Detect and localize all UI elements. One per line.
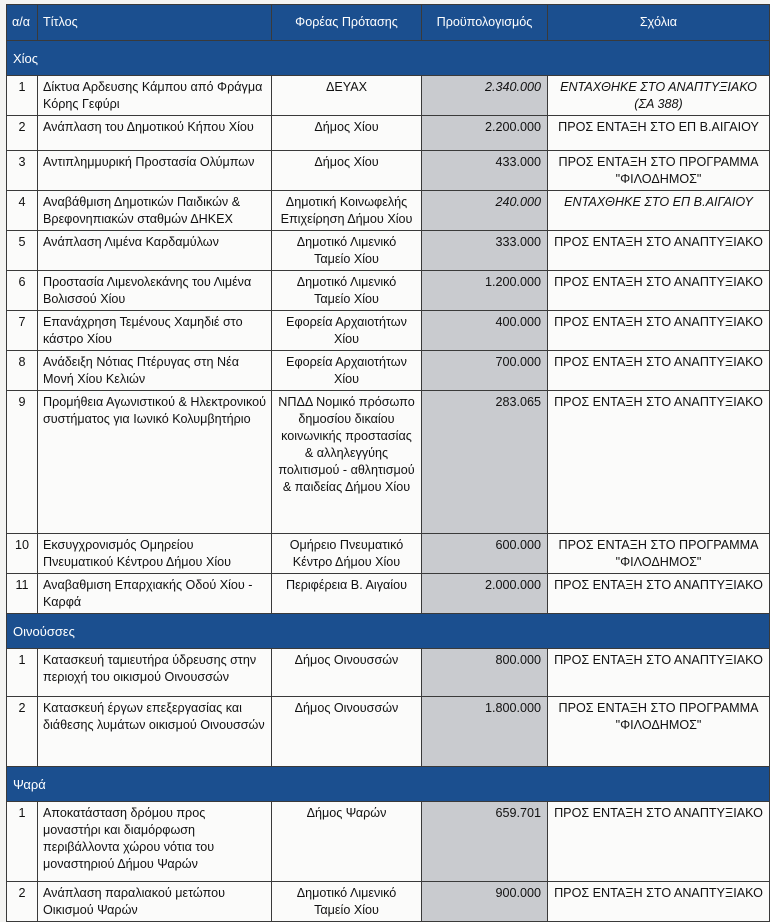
section-row	[7, 41, 770, 76]
row-notes: ΠΡΟΣ ΕΝΤΑΞΗ ΣΤΟ ΑΝΑΠΤΥΞΙΑΚΟ	[548, 391, 770, 534]
row-number: 4	[7, 191, 38, 231]
row-proposing-body: Περιφέρεια Β. Αιγαίου	[272, 574, 422, 614]
table-row	[7, 271, 770, 311]
table-row	[7, 391, 770, 534]
row-proposing-body: Δημοτικό Λιμενικό Ταμείο Χίου	[272, 271, 422, 311]
row-notes: ΠΡΟΣ ΕΝΤΑΞΗ ΣΤΟ ΠΡΟΓΡΑΜΜΑ "ΦΙΛΟΔΗΜΟΣ"	[548, 534, 770, 574]
row-budget: 700.000	[422, 351, 548, 391]
row-proposing-body: Δήμος Οινουσσών	[272, 649, 422, 697]
header-budget: Προϋπολογισμός	[422, 5, 548, 41]
projects-document	[6, 4, 769, 922]
row-title: Αναβαθμιση Επαρχιακής Οδού Χίου - Καρφά	[38, 574, 272, 614]
row-budget: 2.000.000	[422, 574, 548, 614]
row-proposing-body: Ομήρειο Πνευματικό Κέντρο Δήμου Χίου	[272, 534, 422, 574]
row-number: 1	[7, 76, 38, 116]
section-title: Χίος	[7, 41, 770, 76]
row-proposing-body: Δημοτικό Λιμενικό Ταμείο Χίου	[272, 882, 422, 922]
row-proposing-body: Εφορεία Αρχαιοτήτων Χίου	[272, 351, 422, 391]
row-notes: ΕΝΤΑΧΘΗΚΕ ΣΤΟ ΑΝΑΠΤΥΞΙΑΚΟ (ΣΑ 388)	[548, 76, 770, 116]
row-title: Αναβάθμιση Δημοτικών Παιδικών & Βρεφονηπιακών σταθμών ΔΗΚΕΧ	[38, 191, 272, 231]
row-notes: ΠΡΟΣ ΕΝΤΑΞΗ ΣΤΟ ΑΝΑΠΤΥΞΙΑΚΟ	[548, 231, 770, 271]
table-row	[7, 574, 770, 614]
row-title: Αντιπλημμυρική Προστασία Ολύμπων	[38, 151, 272, 191]
row-budget: 2.340.000	[422, 76, 548, 116]
row-notes: ΠΡΟΣ ΕΝΤΑΞΗ ΣΤΟ ΑΝΑΠΤΥΞΙΑΚΟ	[548, 351, 770, 391]
row-title: Δίκτυα Αρδευσης Κάμπου από Φράγμα Κόρης Γεφύρι	[38, 76, 272, 116]
row-number: 6	[7, 271, 38, 311]
section-title: Ψαρά	[7, 767, 770, 802]
table-row	[7, 311, 770, 351]
row-title: Προστασία Λιμενολεκάνης του Λιμένα Βολισσού Χίου	[38, 271, 272, 311]
row-title: Αποκατάσταση δρόμου προς μοναστήρι και διαμόρφωση περιβάλλοντα χώρου νότια του μοναστηριού Δήμου Ψαρών	[38, 802, 272, 882]
row-proposing-body: Εφορεία Αρχαιοτήτων Χίου	[272, 311, 422, 351]
row-title: Ανάπλαση του Δημοτικού Κήπου Χίου	[38, 116, 272, 151]
row-notes: ΠΡΟΣ ΕΝΤΑΞΗ ΣΤΟ ΑΝΑΠΤΥΞΙΑΚΟ	[548, 574, 770, 614]
row-budget: 2.200.000	[422, 116, 548, 151]
table-row	[7, 116, 770, 151]
row-number: 2	[7, 697, 38, 767]
row-proposing-body: Δήμος Ψαρών	[272, 802, 422, 882]
row-notes: ΠΡΟΣ ΕΝΤΑΞΗ ΣΤΟ ΕΠ Β.ΑΙΓΑΙΟΥ	[548, 116, 770, 151]
table-row	[7, 697, 770, 767]
row-title: Κατασκευή ταμιευτήρα ύδρευσης στην περιοχή του οικισμού Οινουσσών	[38, 649, 272, 697]
row-budget: 433.000	[422, 151, 548, 191]
row-budget: 800.000	[422, 649, 548, 697]
row-proposing-body: ΔΕΥΑΧ	[272, 76, 422, 116]
row-number: 11	[7, 574, 38, 614]
row-notes: ΠΡΟΣ ΕΝΤΑΞΗ ΣΤΟ ΑΝΑΠΤΥΞΙΑΚΟ	[548, 649, 770, 697]
table-header-row	[7, 5, 770, 41]
row-budget: 400.000	[422, 311, 548, 351]
row-proposing-body: ΝΠΔΔ Νομικό πρόσωπο δημοσίου δικαίου κοινωνικής προστασίας & αλληλεγγύης πολιτισμού - αθλητισμού & παιδείας Δήμου Χίου	[272, 391, 422, 534]
header-body: Φορέας Πρότασης	[272, 5, 422, 41]
row-budget: 1.200.000	[422, 271, 548, 311]
row-notes: ΠΡΟΣ ΕΝΤΑΞΗ ΣΤΟ ΑΝΑΠΤΥΞΙΑΚΟ	[548, 311, 770, 351]
row-number: 2	[7, 882, 38, 922]
row-number: 3	[7, 151, 38, 191]
row-number: 9	[7, 391, 38, 534]
row-budget: 600.000	[422, 534, 548, 574]
table-row	[7, 802, 770, 882]
header-title: Τίτλος	[38, 5, 272, 41]
row-notes: ΠΡΟΣ ΕΝΤΑΞΗ ΣΤΟ ΠΡΟΓΡΑΜΜΑ "ΦΙΛΟΔΗΜΟΣ"	[548, 151, 770, 191]
row-budget: 1.800.000	[422, 697, 548, 767]
row-title: Εκσυγχρονισμός Ομηρείου Πνευματικού Κέντρου Δήμου Χίου	[38, 534, 272, 574]
row-budget: 333.000	[422, 231, 548, 271]
row-budget: 283.065	[422, 391, 548, 534]
row-proposing-body: Δήμος Χίου	[272, 116, 422, 151]
row-number: 2	[7, 116, 38, 151]
table-row	[7, 151, 770, 191]
table-row	[7, 76, 770, 116]
section-row	[7, 614, 770, 649]
row-proposing-body: Δήμος Χίου	[272, 151, 422, 191]
row-number: 10	[7, 534, 38, 574]
row-number: 5	[7, 231, 38, 271]
header-notes: Σχόλια	[548, 5, 770, 41]
section-title: Οινούσσες	[7, 614, 770, 649]
row-proposing-body: Δήμος Οινουσσών	[272, 697, 422, 767]
row-title: Επανάχρηση Τεμένους Χαμηδιέ στο κάστρο Χίου	[38, 311, 272, 351]
row-budget: 900.000	[422, 882, 548, 922]
row-title: Προμήθεια Αγωνιστικού & Ηλεκτρονικού συστήματος για Ιωνικό Κολυμβητήριο	[38, 391, 272, 534]
row-title: Κατασκευή έργων επεξεργασίας και διάθεσης λυμάτων οικισμού Οινουσσών	[38, 697, 272, 767]
row-number: 7	[7, 311, 38, 351]
row-title: Ανάπλαση παραλιακού μετώπου Οικισμού Ψαρών	[38, 882, 272, 922]
row-title: Ανάπλαση Λιμένα Καρδαμύλων	[38, 231, 272, 271]
row-notes: ΕΝΤΑΧΘΗΚΕ ΣΤΟ ΕΠ Β.ΑΙΓΑΙΟΥ	[548, 191, 770, 231]
row-notes: ΠΡΟΣ ΕΝΤΑΞΗ ΣΤΟ ΑΝΑΠΤΥΞΙΑΚΟ	[548, 802, 770, 882]
row-proposing-body: Δημοτικό Λιμενικό Ταμείο Χίου	[272, 231, 422, 271]
row-title: Ανάδειξη Νότιας Πτέρυγας στη Νέα Μονή Χίου Κελιών	[38, 351, 272, 391]
projects-table	[6, 4, 770, 922]
table-row	[7, 649, 770, 697]
row-notes: ΠΡΟΣ ΕΝΤΑΞΗ ΣΤΟ ΑΝΑΠΤΥΞΙΑΚΟ	[548, 882, 770, 922]
row-notes: ΠΡΟΣ ΕΝΤΑΞΗ ΣΤΟ ΠΡΟΓΡΑΜΜΑ "ΦΙΛΟΔΗΜΟΣ"	[548, 697, 770, 767]
row-number: 8	[7, 351, 38, 391]
table-row	[7, 231, 770, 271]
row-budget: 659.701	[422, 802, 548, 882]
header-aa: α/α	[7, 5, 38, 41]
row-proposing-body: Δημοτική Κοινωφελής Επιχείρηση Δήμου Χίου	[272, 191, 422, 231]
row-number: 1	[7, 802, 38, 882]
row-number: 1	[7, 649, 38, 697]
table-row	[7, 351, 770, 391]
table-row	[7, 191, 770, 231]
row-notes: ΠΡΟΣ ΕΝΤΑΞΗ ΣΤΟ ΑΝΑΠΤΥΞΙΑΚΟ	[548, 271, 770, 311]
table-row	[7, 534, 770, 574]
table-row	[7, 882, 770, 922]
section-row	[7, 767, 770, 802]
row-budget: 240.000	[422, 191, 548, 231]
